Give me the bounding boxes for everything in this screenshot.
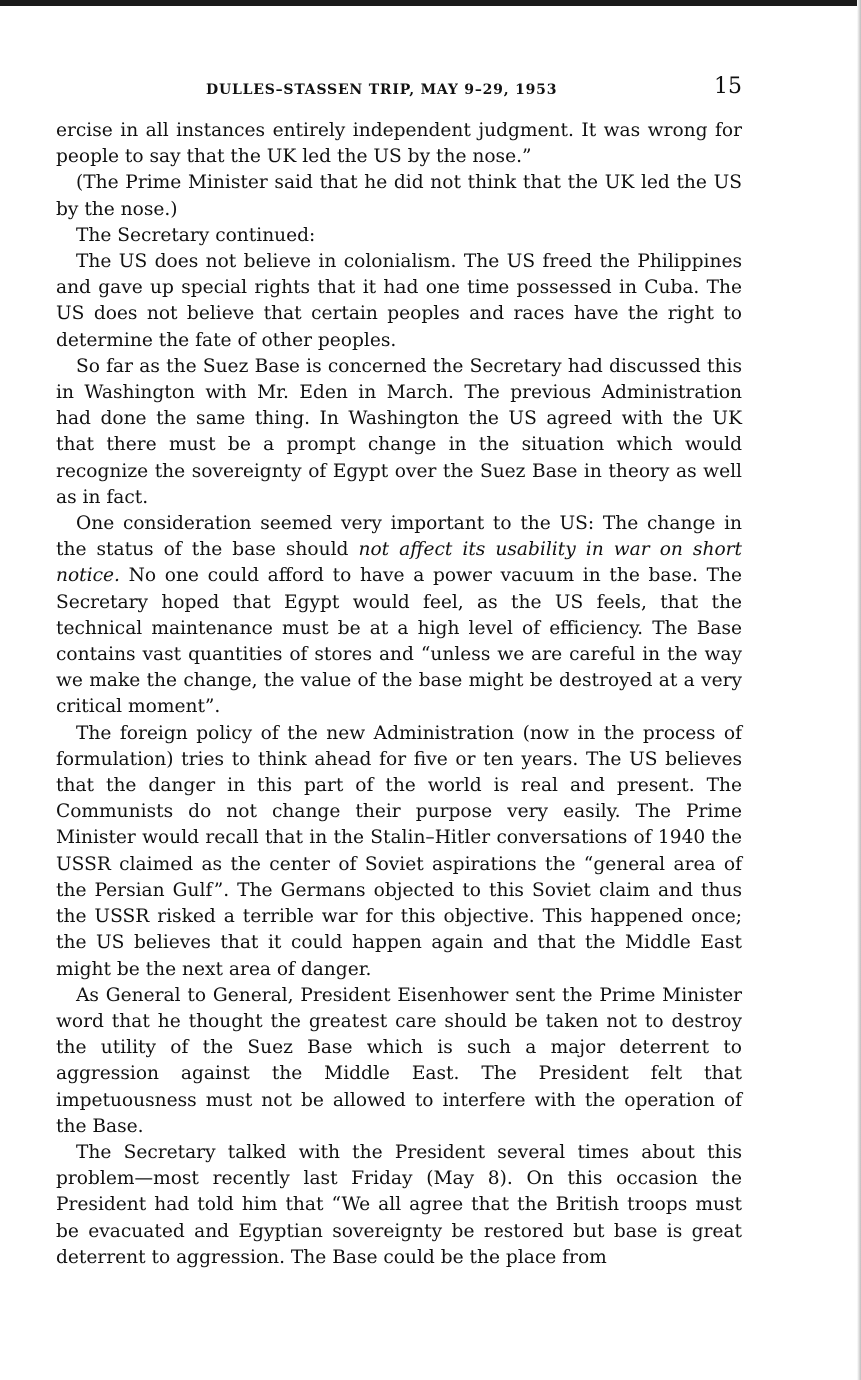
page-right-edge-shadow xyxy=(857,0,861,1380)
page-number: 15 xyxy=(714,74,742,99)
page-header xyxy=(56,74,742,104)
usability-text-before: One consideration seemed very important to the US: The change in the status of the base should xyxy=(56,513,742,561)
paragraph-foreign-policy: The foreign policy of the new Administration (now in the process of formulation) tries to think ahead for five or ten years. The US believes that the danger in this part of the world is real and present. The Communists do not change their purpose very easily. The Prime Minister would recall that in the Stalin–Hitler conversations of 1940 the USSR claimed as the center of Soviet aspirations the “general area of the Persian Gulf”. The Germans objected to this Soviet claim and thus the USSR risked a terrible war for this objective. This happened once; the US believes that it could happen again and that the Middle East might be the next area of danger. xyxy=(56,722,742,980)
paragraph-president-talks: The Secretary talked with the President several times about this problem—most recently last Friday (May 8). On this occasion the President had told him that “We all agree that the British troops must be evacuated and Egyptian sovereignty be restored but base is great deterrent to aggression. The Base could be the place from xyxy=(56,1141,742,1268)
usability-italic-phrase: not affect its usability in war on short notice. xyxy=(56,539,743,587)
paragraph-suez-base: So far as the Suez Base is concerned the Secretary had discussed this in Washington with Mr. Eden in March. The previous Administration had done the same thing. In Washington the US agreed with the UK that there must be a prompt change in the situation which would recognize the sovereignty of Egypt over the Suez Base in theory as well as in fact. xyxy=(56,355,742,508)
paragraph-secretary-continued: The Secretary continued: xyxy=(76,224,316,246)
paragraph-general-to-general: As General to General, President Eisenhower sent the Prime Minister word that he thought the greatest care should be taken not to destroy the utility of the Suez Base which is such a major deterrent to aggression against the Middle East. The President felt that impetuousness must not be allowed to interfere with the operation of the Base. xyxy=(56,984,742,1137)
body-text xyxy=(56,118,742,1271)
usability-text-after: No one could afford to have a power vacuum in the base. The Secretary hoped that Egypt would feel, as the US feels, that the technical maintenance must be at a high level of efficiency. The Base contains vast quantities of stores and “unless we are careful in the way we make the change, the value of the base might be destroyed at a very critical moment”. xyxy=(56,565,742,718)
paragraph-usability xyxy=(56,511,742,721)
paragraph-prime-minister-reply: (The Prime Minister said that he did not think that the UK led the US by the nose.) xyxy=(56,172,742,220)
running-head: DULLES–STASSEN TRIP, MAY 9–29, 1953 xyxy=(206,82,558,98)
paragraph-colonialism: The US does not believe in colonialism. The US freed the Philippines and gave up special rights that it had one time possessed in Cuba. The US does not believe that certain peoples and races have the right to determine the fate of other peoples. xyxy=(56,251,742,351)
paragraph-continuation: ercise in all instances entirely independent judgment. It was wrong for people to say that the UK led the US by the nose.” xyxy=(56,120,742,168)
page-top-edge xyxy=(0,0,861,6)
